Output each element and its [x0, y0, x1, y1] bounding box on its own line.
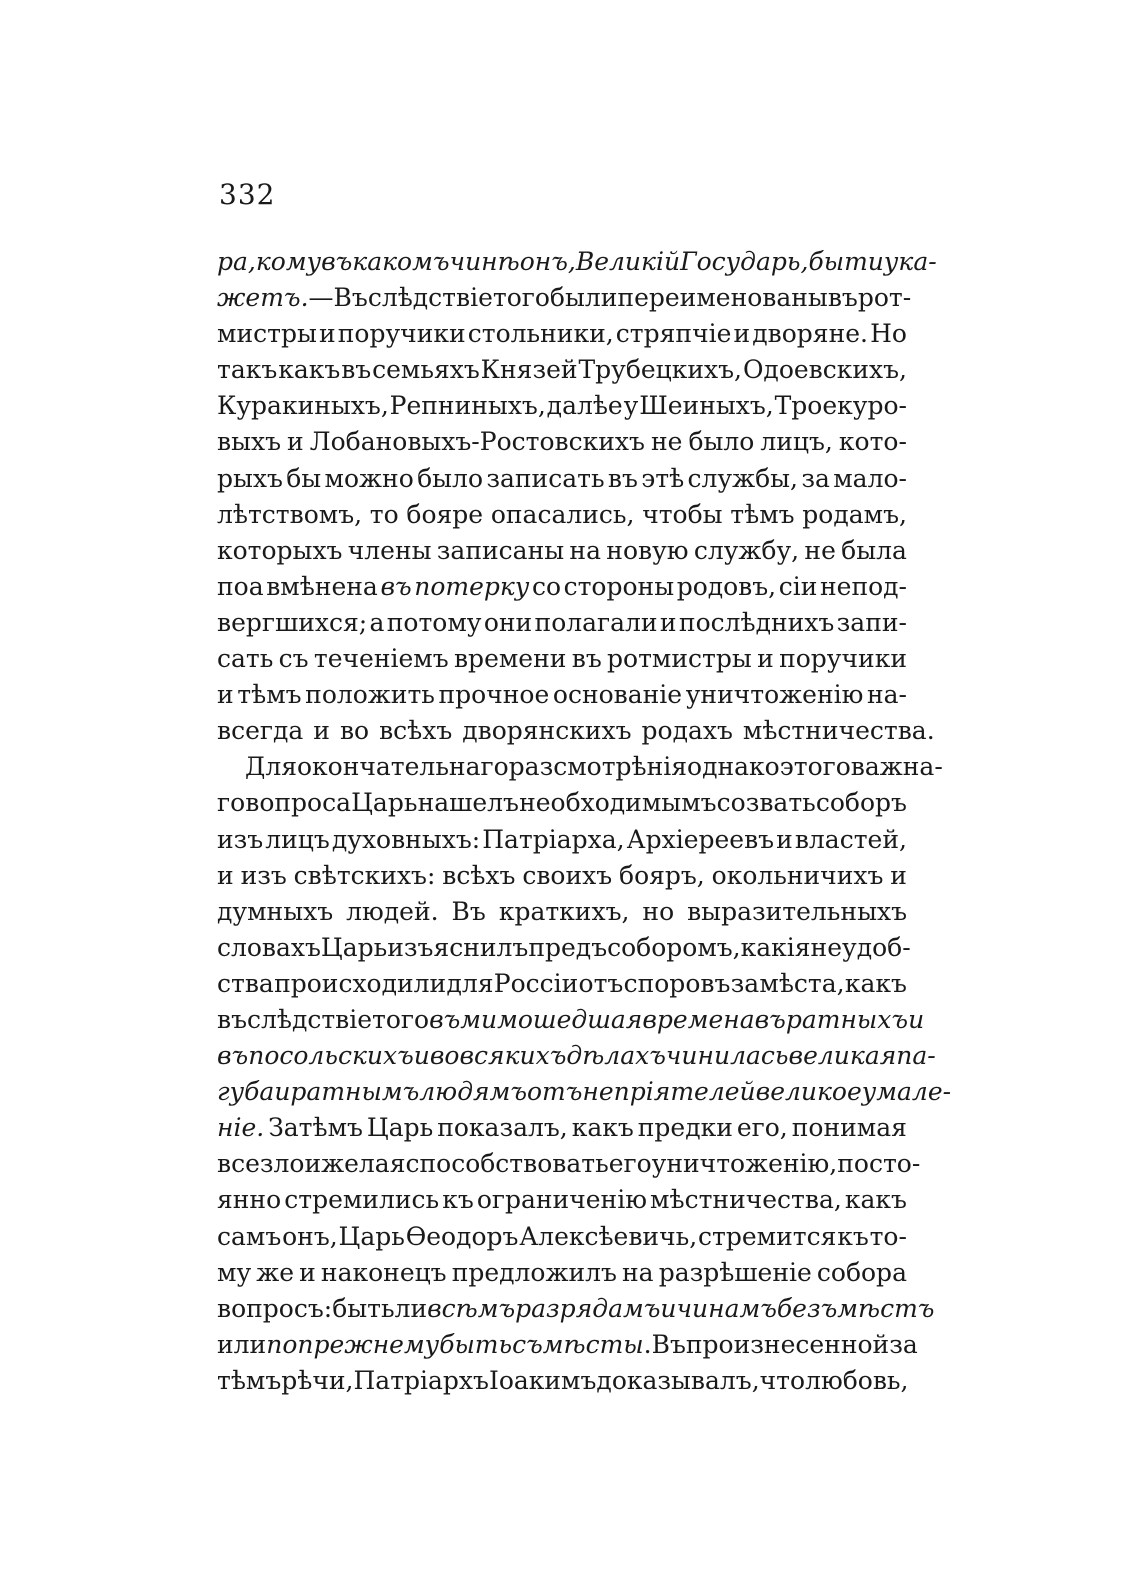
word: Патріархъ — [353, 1365, 489, 1395]
word: Для — [245, 752, 297, 782]
word: и — [659, 607, 677, 637]
word: Алексѣевичь, — [519, 1221, 698, 1251]
word: понимая — [791, 1113, 907, 1143]
word: Одоевскихъ, — [742, 355, 907, 385]
word: ратныхъ — [785, 1004, 909, 1034]
word: ства — [217, 968, 274, 998]
word: необходимымъ — [519, 788, 717, 818]
word: способствовать — [405, 1149, 609, 1179]
word: наконецъ — [320, 1257, 447, 1287]
word: рѣчи, — [281, 1365, 354, 1395]
text-line — [217, 641, 907, 677]
word: въ — [217, 1041, 249, 1071]
word: записать — [486, 463, 605, 493]
word: Но — [870, 319, 907, 349]
word: можно — [324, 463, 414, 493]
word: отъ — [526, 1077, 583, 1107]
word: далѣе — [546, 391, 623, 421]
word: его — [608, 1149, 652, 1179]
word: чинилась — [665, 1041, 789, 1071]
word: произнесенной — [685, 1329, 890, 1359]
word: положить — [305, 680, 435, 710]
word: Царь — [320, 932, 388, 962]
word: споровъ — [623, 968, 731, 998]
word: поручики — [337, 319, 466, 349]
word: во — [429, 1041, 460, 1071]
word: все — [217, 1149, 260, 1179]
word: янно — [217, 1185, 282, 1215]
word: стремится — [698, 1221, 837, 1251]
word: и — [890, 860, 907, 890]
word: онъ, — [519, 247, 576, 276]
word: стольники, — [467, 319, 614, 349]
text-line — [217, 749, 943, 785]
word: для — [446, 968, 494, 998]
word: соборъ — [815, 788, 907, 818]
word: было — [417, 463, 483, 493]
word: Троекуро- — [774, 391, 907, 421]
word: лицъ — [265, 824, 330, 854]
word: службы, — [687, 463, 798, 493]
word: Трубецкихъ, — [578, 355, 743, 385]
text-line — [217, 930, 911, 966]
word: ука- — [883, 247, 937, 276]
word: губа — [217, 1077, 275, 1107]
word: Въ — [651, 1329, 686, 1359]
word: Въ — [451, 896, 486, 926]
word: безъ — [776, 1293, 838, 1323]
word: и — [304, 1149, 322, 1179]
word: великое — [755, 1077, 862, 1107]
word: новую — [606, 535, 689, 565]
word: и — [908, 1004, 925, 1034]
word: лицъ, — [760, 427, 833, 457]
word: предъ — [528, 932, 608, 962]
word: Князей — [480, 355, 578, 385]
word: же — [256, 1257, 295, 1287]
word: чинѣ — [449, 247, 520, 276]
word: Шеиныхъ, — [639, 391, 774, 421]
word: того — [372, 1004, 430, 1034]
word: и — [757, 644, 774, 674]
word: мѣсты — [542, 1329, 644, 1359]
word: въ — [607, 463, 638, 493]
text-line — [217, 497, 907, 533]
word: всѣмъ — [427, 1293, 516, 1323]
text-line — [217, 533, 907, 569]
text-line — [217, 894, 907, 930]
word: и — [776, 824, 793, 854]
word: записаны — [436, 535, 565, 565]
word: и — [299, 1257, 316, 1287]
word: Великій — [575, 247, 681, 276]
word: родахъ — [641, 716, 733, 746]
text-line — [217, 388, 907, 424]
word: какъ — [844, 968, 907, 998]
word: и — [274, 1077, 291, 1107]
word: уничтоженію — [685, 680, 864, 710]
word: чтобы — [642, 499, 723, 529]
word: съ — [278, 644, 309, 674]
word: такъ — [217, 355, 278, 385]
text-line — [217, 1291, 935, 1327]
word: родамъ, — [802, 499, 907, 529]
word: къ — [837, 1221, 869, 1251]
word: однако — [687, 752, 780, 782]
word: Патріарха, — [482, 824, 625, 854]
word: отъ — [578, 968, 624, 998]
word: и — [413, 1041, 430, 1071]
word: члены — [347, 535, 432, 565]
word: людей. — [346, 896, 439, 926]
word: ніе. — [217, 1113, 265, 1143]
word: стряпчіе — [615, 319, 732, 349]
text-line — [217, 713, 935, 749]
word: чинамъ — [676, 1293, 777, 1323]
word: всѣхъ — [379, 716, 453, 746]
word: послѣднихъ — [678, 607, 835, 637]
word: времени — [453, 644, 567, 674]
word: мало- — [833, 463, 907, 493]
word: предки — [637, 1113, 733, 1143]
word: опасались, — [490, 499, 635, 529]
word: съ — [512, 1329, 543, 1359]
word: онъ, — [282, 1221, 338, 1251]
word: думныхъ — [217, 896, 334, 926]
word: на- — [866, 680, 907, 710]
word: за — [801, 463, 830, 493]
page-number: 332 — [219, 178, 276, 211]
word: быть — [439, 1329, 513, 1359]
word: Россіи — [493, 968, 579, 998]
word: теченіемъ — [313, 644, 449, 674]
word: этого — [779, 752, 851, 782]
word: со — [531, 571, 561, 601]
text-line — [217, 1110, 907, 1146]
word: разсмотрѣнія — [508, 752, 688, 782]
word: въ — [341, 355, 372, 385]
word: вергшихся; — [217, 607, 368, 637]
word: въ — [571, 644, 602, 674]
word: мѣстничества. — [742, 716, 935, 746]
word: была — [841, 535, 907, 565]
text-line — [217, 605, 907, 641]
word: были — [549, 283, 618, 313]
word: тѣмъ — [217, 1365, 282, 1395]
text-line — [217, 966, 907, 1002]
word: въ — [754, 1004, 786, 1034]
word: великая — [788, 1041, 897, 1071]
word: въ — [429, 1004, 461, 1034]
text-line — [217, 1182, 907, 1218]
word: на — [569, 535, 601, 565]
word: не — [650, 427, 683, 457]
word: лѣтствомъ, — [217, 499, 363, 529]
word: рот- — [857, 283, 912, 313]
word: у — [623, 391, 639, 421]
word: властей, — [794, 824, 907, 854]
word: Царь — [338, 1221, 405, 1251]
word: всякихъ — [459, 1041, 567, 1071]
word: быть — [332, 1293, 395, 1323]
text-line — [217, 461, 907, 497]
word: потому — [386, 607, 482, 637]
word: любовь, — [805, 1365, 909, 1395]
word: нашелъ — [417, 788, 519, 818]
word: его, — [736, 1113, 788, 1143]
text-line — [217, 1038, 936, 1074]
word: и — [318, 319, 336, 349]
word: умале- — [861, 1077, 952, 1107]
word: какъ — [278, 355, 341, 385]
text-line — [217, 785, 907, 821]
word: па- — [896, 1041, 936, 1071]
word: поручики — [779, 644, 907, 674]
word: дворянскихъ — [462, 716, 632, 746]
word: рыхъ — [217, 463, 283, 493]
text-line — [217, 1327, 918, 1363]
word: стороны — [563, 571, 675, 601]
word: доказывалъ, — [596, 1365, 760, 1395]
word: всѣхъ — [442, 860, 516, 890]
text-line — [217, 1219, 907, 1255]
word: по — [266, 1329, 298, 1359]
word: въ — [380, 571, 412, 601]
text-line — [217, 352, 907, 388]
word: собора — [816, 1257, 907, 1287]
word: и — [287, 427, 304, 457]
word: въ — [827, 283, 858, 313]
word: дѣлахъ — [566, 1041, 666, 1071]
word: жетъ. — [217, 283, 309, 313]
word: свѣтскихъ: — [293, 860, 436, 890]
word: что — [759, 1365, 806, 1395]
word: быти — [808, 247, 884, 276]
text-line — [217, 280, 912, 316]
word: . — [643, 1329, 652, 1359]
word: своихъ — [522, 860, 613, 890]
word: Іоакимъ — [488, 1365, 597, 1395]
word: посто- — [837, 1149, 921, 1179]
word: ротмистры — [607, 644, 752, 674]
word: разрѣшеніе — [658, 1257, 812, 1287]
word: мѣста, — [759, 968, 845, 998]
word: службу, — [693, 535, 800, 565]
word: тѣмъ — [237, 680, 302, 710]
text-line — [217, 1363, 907, 1399]
word: показалъ, — [437, 1113, 568, 1143]
word: желая — [321, 1149, 406, 1179]
word: уничтоженію, — [651, 1149, 838, 1179]
word: какомъ — [352, 247, 450, 276]
word: бояре — [406, 499, 484, 529]
word: запи- — [836, 607, 907, 637]
word: непод- — [819, 571, 907, 601]
word: краткихъ, — [498, 896, 630, 926]
word: Лобановыхъ-Ростовскихъ — [309, 427, 645, 457]
word: окончательнаго — [296, 752, 509, 782]
word: на — [622, 1257, 654, 1287]
word: словахъ — [217, 932, 321, 962]
word: всегда — [217, 716, 304, 746]
word: того — [492, 283, 550, 313]
word: этѣ — [641, 463, 685, 493]
word: не — [804, 535, 836, 565]
word: мимошедшая — [460, 1004, 643, 1034]
word: выразительныхъ — [687, 896, 907, 926]
word: въ — [217, 1004, 247, 1034]
word: они — [483, 607, 533, 637]
text-line — [217, 1074, 952, 1110]
word: въ — [321, 247, 353, 276]
word: во — [339, 716, 370, 746]
word: соборомъ, — [607, 932, 741, 962]
word: прежнему — [297, 1329, 440, 1359]
word: какъ — [571, 1113, 634, 1143]
word: изъ — [217, 824, 264, 854]
word: посольскихъ — [248, 1041, 414, 1071]
word: и — [660, 1293, 677, 1323]
word: какъ — [844, 1185, 907, 1215]
word: ра, — [217, 247, 256, 276]
text-line — [217, 1255, 907, 1291]
word: го — [217, 788, 246, 818]
word: вопроса — [245, 788, 352, 818]
text-line — [217, 316, 907, 352]
word: бы — [286, 463, 322, 493]
word: то — [369, 499, 399, 529]
word: за — [889, 1329, 918, 1359]
word: мѣстъ — [837, 1293, 935, 1323]
word: полагали — [534, 607, 658, 637]
word: основаніе — [552, 680, 683, 710]
word: слѣдствіе — [246, 1004, 373, 1034]
word: прочное — [438, 680, 550, 710]
word: дворяне. — [752, 319, 868, 349]
word: родовъ, — [676, 571, 777, 601]
word: которыхъ — [217, 535, 343, 565]
word: кому — [255, 247, 322, 276]
word: а — [369, 607, 385, 637]
text-line — [217, 569, 907, 605]
word: сать — [217, 644, 274, 674]
text-line — [217, 822, 907, 858]
word: важна- — [850, 752, 943, 782]
word: какія — [740, 932, 811, 962]
word: кото- — [838, 427, 907, 457]
word: Репниныхъ, — [389, 391, 546, 421]
word: было — [688, 427, 755, 457]
word: предложилъ — [451, 1257, 617, 1287]
word: Царь — [351, 788, 418, 818]
word: выхъ — [217, 427, 281, 457]
word: и — [733, 319, 751, 349]
word: за — [730, 968, 760, 998]
text-line — [217, 1146, 921, 1182]
word: тѣмъ — [730, 499, 795, 529]
word: и — [217, 860, 234, 890]
word: Затѣмъ — [268, 1113, 363, 1143]
text-line — [217, 424, 907, 460]
word: му — [217, 1257, 252, 1287]
word: и — [313, 716, 330, 746]
word: или — [217, 1329, 267, 1359]
text-line — [217, 244, 937, 280]
word: ограниченію — [476, 1185, 647, 1215]
word: изъ — [240, 860, 287, 890]
word: изъяснилъ — [387, 932, 529, 962]
word: поа — [217, 571, 264, 601]
word: Архіереевъ — [626, 824, 775, 854]
word: —Въ — [308, 283, 368, 313]
text-line — [217, 677, 907, 713]
page-text — [217, 244, 952, 1399]
word: происходили — [274, 968, 447, 998]
word: слѣдствіе — [367, 283, 493, 313]
word: людямъ — [419, 1077, 527, 1107]
word: разрядамъ — [515, 1293, 661, 1323]
word: духовныхъ: — [331, 824, 481, 854]
word: времена — [642, 1004, 755, 1034]
word: потерку — [414, 571, 530, 601]
word: Царь — [366, 1113, 434, 1143]
word: непріятелей — [582, 1077, 756, 1107]
word: переименованы — [617, 283, 828, 313]
word: и — [217, 680, 234, 710]
word: къ — [442, 1185, 474, 1215]
word: мѣстничества, — [650, 1185, 842, 1215]
word: Ѳеодоръ — [405, 1221, 519, 1251]
word: неудоб- — [810, 932, 911, 962]
word: Куракиныхъ, — [217, 391, 389, 421]
text-line — [217, 858, 907, 894]
word: ли — [394, 1293, 428, 1323]
word: семьяхъ — [372, 355, 480, 385]
word: Государь, — [680, 247, 809, 276]
word: сіи — [778, 571, 818, 601]
text-line — [217, 1002, 925, 1038]
word: вопросъ: — [217, 1293, 333, 1323]
word: зло — [259, 1149, 305, 1179]
word: стремились — [284, 1185, 440, 1215]
word: окольничихъ — [711, 860, 884, 890]
word: бояръ, — [619, 860, 705, 890]
word: но — [642, 896, 675, 926]
word: созвать — [716, 788, 816, 818]
word: мистры — [217, 319, 317, 349]
word: ратнымъ — [290, 1077, 420, 1107]
word: вмѣнена — [266, 571, 378, 601]
word: то- — [869, 1221, 907, 1251]
word: самъ — [217, 1221, 282, 1251]
